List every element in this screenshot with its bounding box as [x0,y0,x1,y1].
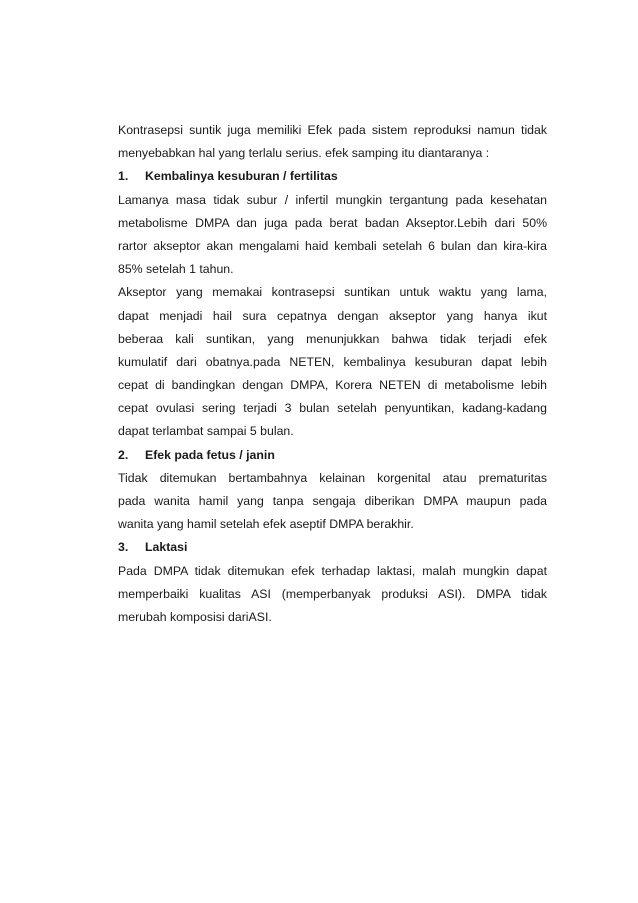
text-line: dapat terlambat sampai 5 bulan. [118,424,294,439]
section-number: 3. [118,540,129,555]
text-line: memperbaiki kualitas ASI (memperbanyak produksi ASI). DMPA tidak [118,586,547,601]
section-laktasi [118,536,547,629]
section-title: Laktasi [145,540,188,555]
section-number: 1. [118,169,129,184]
text-line: Lamanya masa tidak subur / infertil mungkin tergantung pada kesehatan [118,192,547,207]
text-line: Pada DMPA tidak ditemukan efek terhadap laktasi, malah mungkin dapat [118,563,547,578]
section-title: Kembalinya kesuburan / fertilitas [145,169,338,184]
text-line: pada wanita hamil yang tanpa sengaja diberikan DMPA maupun pada [118,494,547,508]
section-heading [118,165,547,188]
text-line: menyebabkan hal yang terlalu serius. efek samping itu diantaranya : [118,146,490,161]
text-line: metabolisme DMPA dan juga pada berat badan Akseptor.Lebih dari 50% [118,215,547,230]
text-line: rartor akseptor akan mengalami haid kembali setelah 6 bulan dan kira-kira [118,238,547,253]
text-line: kumulatif dari obatnya.pada NETEN, kembalinya kesuburan dapat lebih [118,354,547,369]
text-line: cepat ovulasi sering terjadi 3 bulan setelah penyuntikan, kadang-kadang [118,401,547,416]
section-number: 2. [118,447,129,462]
text-line: beberaa kali suntikan, yang menunjukkan bahwa tidak terjadi efek [118,331,547,346]
document-page [118,119,547,629]
text-line: merubah komposisi dariASI. [118,609,272,624]
section-kesuburan [118,165,547,443]
text-line: 85% setelah 1 tahun. [118,262,234,277]
text-line: Akseptor yang memakai kontrasepsi suntikan untuk waktu yang lama, [118,285,547,300]
section-heading [118,444,547,467]
text-line: Tidak ditemukan bertambahnya kelainan korgenital atau prematuritas [118,470,547,485]
section-fetus [118,444,547,537]
section-title: Efek pada fetus / janin [145,447,275,462]
text-line: cepat di bandingkan dengan DMPA, Korera NETEN di metabolisme lebih [118,378,547,393]
text-line: wanita yang hamil setelah efek aseptif DMPA berakhir. [118,517,414,532]
text-line: Kontrasepsi suntik juga memiliki Efek pada sistem reproduksi namun tidak [118,123,547,137]
intro-paragraph [118,119,547,165]
section-heading [118,536,547,559]
text-line: dapat menjadi hail sura cepatnya dengan akseptor yang hanya ikut [118,308,547,323]
